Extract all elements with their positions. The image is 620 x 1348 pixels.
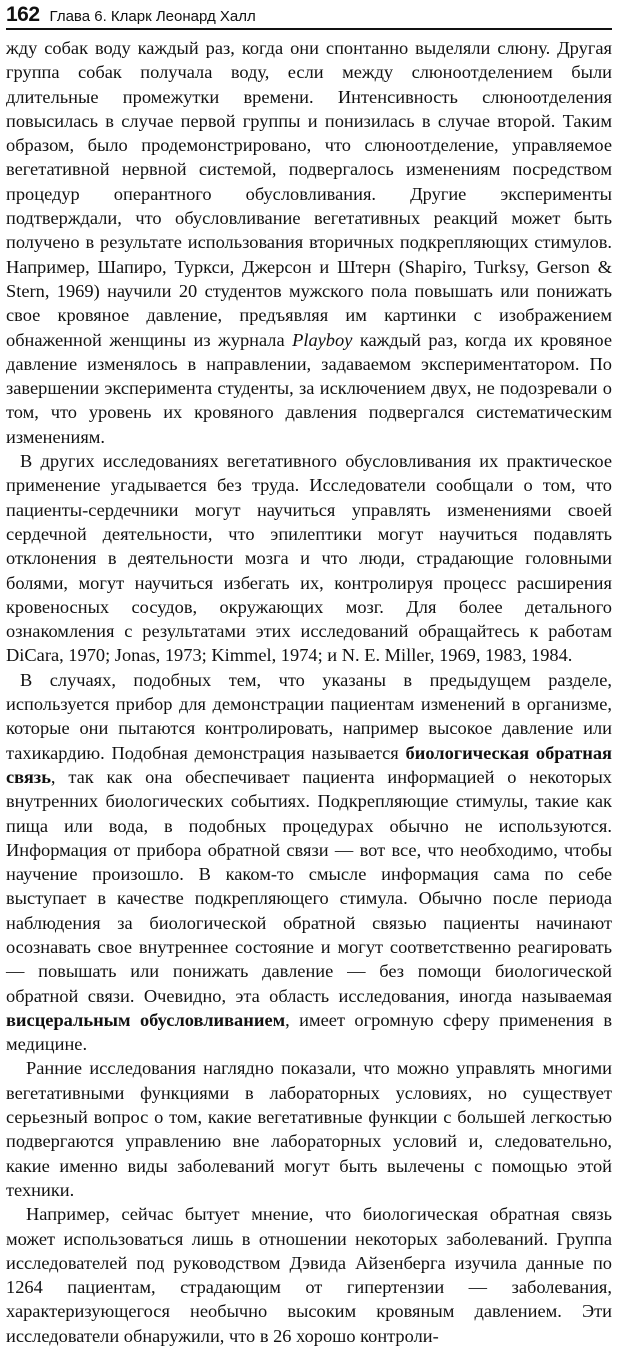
chapter-title: Глава 6. Кларк Леонард Халл <box>49 8 256 25</box>
body-text <box>6 36 612 1348</box>
paragraph-1-text-end: каждый раз, когда их кровяное давление изменялось в направлении, задаваемом экспериментатором. По завершении эксперимента студенты, за исключением двух, не подозревали о том, что уровень их кровяного давления подвергался систематическим изменениям. <box>6 329 612 447</box>
paragraph-2: В других исследованиях вегетативного обусловливания их практическое применение угадывается без труда. Исследователи сообщали о том, что пациенты-сердечники могут научиться управлять изменениями своей сердечной деятельности, что эпилептики могут научиться подавлять отклонения в деятельности мозга и что люди, страдающие головными болями, могут научиться избегать их, контролируя процесс расширения кровеносных сосудов, окружающих мозг. Для более детального ознакомления с результатами этих исследований обращайтесь к работам DiCara, 1970; Jonas, 1973; Kimmel, 1974; и N. E. Miller, 1969, 1983, 1984. <box>6 451 612 666</box>
paragraph-3 <box>6 668 612 1057</box>
paragraph-1-text-start: жду собак воду каждый раз, когда они спонтанно выделяли слюну. Другая группа собак получала воду, если между слюноотделением были длительные промежутки времени. Интенсивность слюноотделения повысилась в случае первой группы и понизилась в случае второй. Таким образом, было продемонстрировано, что слюноотделение, управляемое вегетативной нервной системой, подвергалось изменениям посредством процедур оперантного обусловливания. Другие эксперименты подтверждали, что обусловливание вегетативных реакций может быть получено в результате использования вторичных подкрепляющих стимулов. Например, Шапиро, Туркси, Джерсон и Штерн (Shapiro, Turksy, Gerson & Stern, 1969) научили 20 студентов мужского пола повышать или понижать свое кровяное давление, предъявляя им картинки с изображением обнаженной женщины из журнала <box>6 38 612 350</box>
running-header <box>6 0 612 30</box>
journal-name-playboy: Playboy <box>292 329 353 350</box>
paragraph-1 <box>6 36 612 449</box>
term-visceral-conditioning: висцеральным обусловливанием <box>6 1009 286 1030</box>
paragraph-3-text-end: , имеет огромную сферу применения в медицине. <box>6 1009 612 1055</box>
paragraph-4: Ранние исследования наглядно показали, что можно управлять многими вегетативными функциями в лабораторных условиях, но существует серьезный вопрос о том, какие вегетативные функции с большей легкостью подвергаются управлению вне лабораторных условий и, следовательно, какие именно виды заболеваний могут быть вылечены с помощью этой техники. <box>6 1058 612 1200</box>
paragraph-3-text-middle: , так как она обеспечивает пациента информацией о некоторых внутренних биологических событиях. Подкрепляющие стимулы, такие как пища или вода, в подобных процедурах обычно не используются. Информация от прибора обратной связи — вот все, что необходимо, чтобы научение произошло. В каком-то смысле информация сама по себе выступает в качестве подкрепляющего стимула. Обычно после периода наблюдения за биологической обратной связью пациенты начинают осознавать свое внутреннее состояние и могут соответственно реагировать — повышать или понижать давление — без помощи биологической обратной связи. Очевидно, эта область исследования, иногда называемая <box>6 766 612 1006</box>
page-number: 162 <box>6 3 40 26</box>
paragraph-3-text-start: В случаях, подобных тем, что указаны в предыдущем разделе, используется прибор для демонстрации пациентам изменений в организме, которые они пытаются контролировать, например высокое давление или тахикардию. Подобная демонстрация называется <box>6 669 612 763</box>
term-biofeedback: биологическая обратная связь <box>6 742 612 787</box>
paragraph-5: Например, сейчас бытует мнение, что биологическая обратная связь может использоваться лишь в отношении некоторых заболеваний. Группа исследователей под руководством Дэвида Айзенберга изучила данные по 1264 пациентам, страдающим от гипертензии — заболевания, характеризующегося необычно высоким кровяным давлением. Эти исследователи обнаружили, что в 26 хорошо контроли- <box>6 1204 612 1346</box>
